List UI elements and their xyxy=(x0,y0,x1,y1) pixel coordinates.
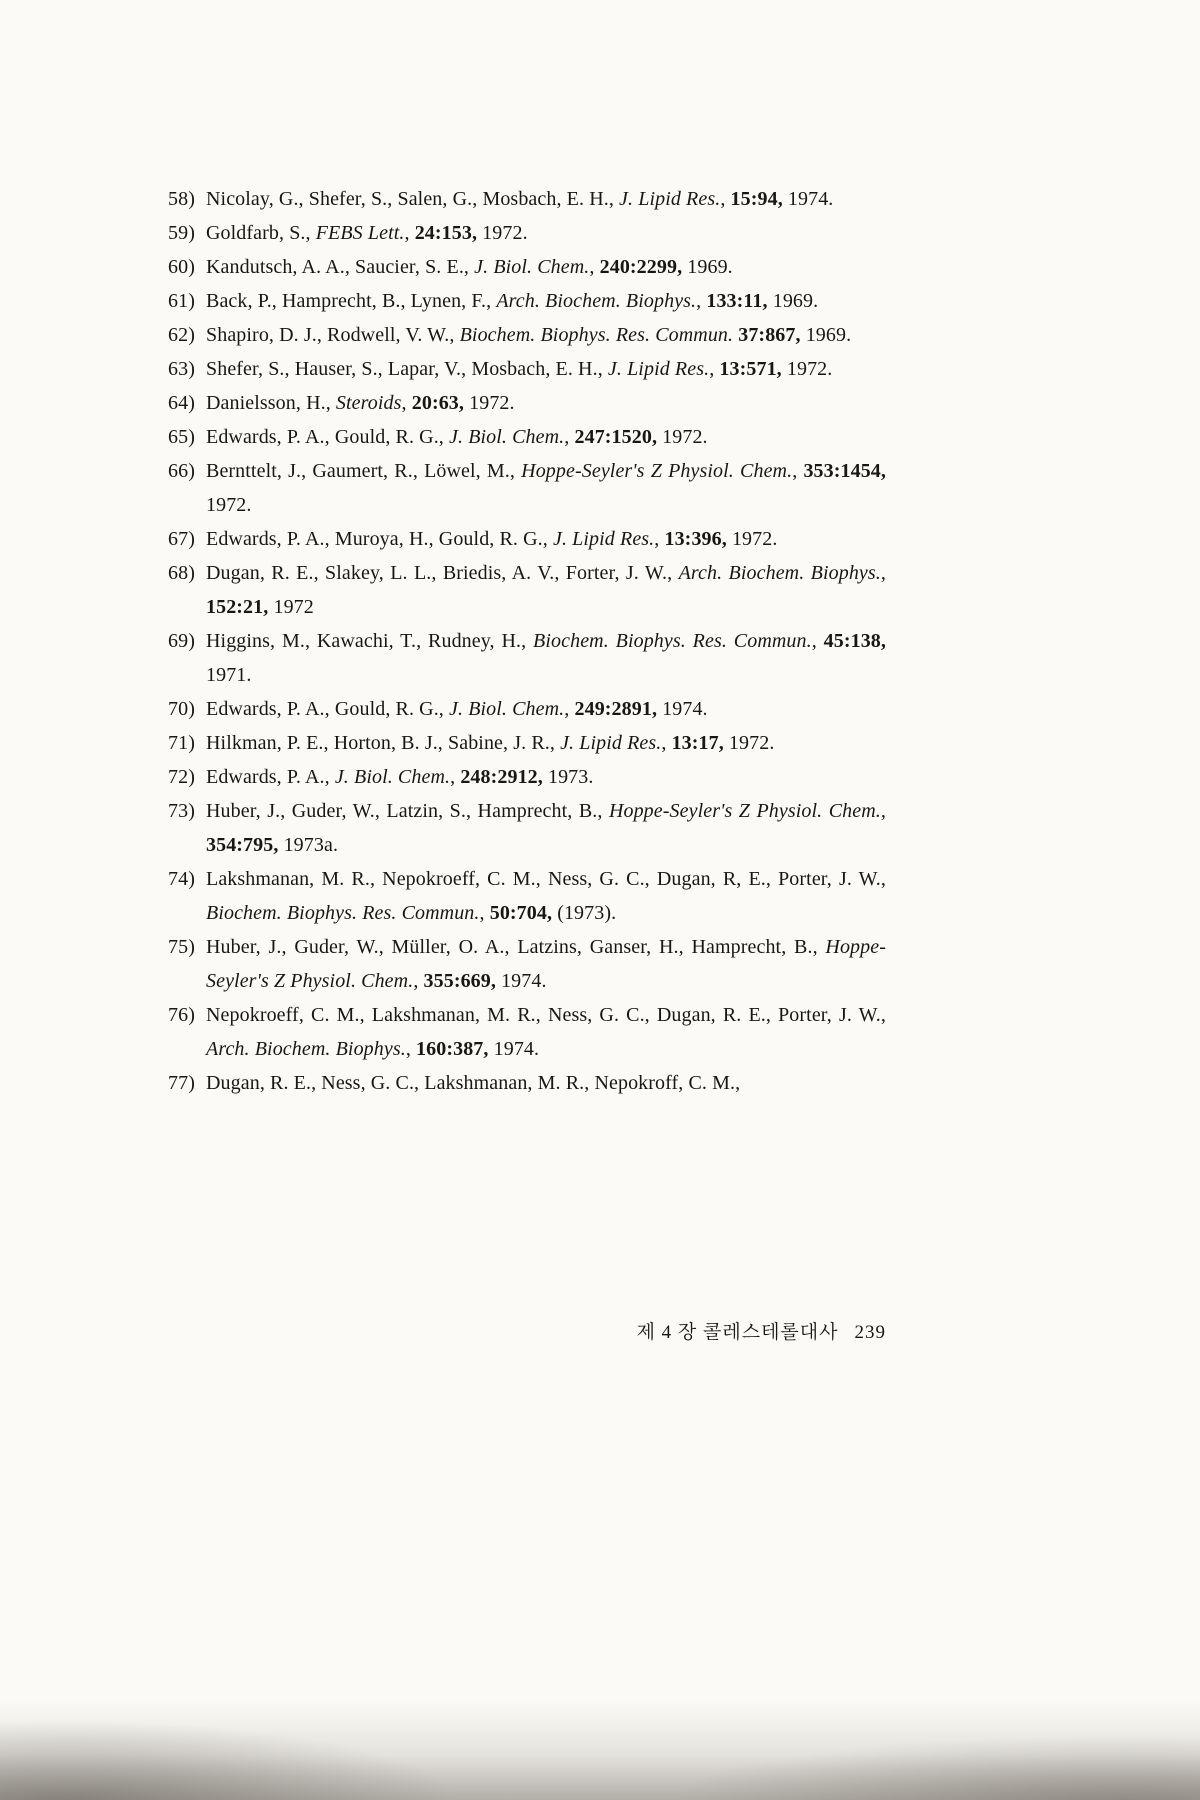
journal-name: Biochem. Biophys. Res. Commun. xyxy=(533,630,812,652)
volume-page: 249:2891, xyxy=(574,698,658,720)
page-number: 239 xyxy=(854,1322,886,1343)
reference-text: Back, P., Hamprecht, B., Lynen, F., xyxy=(206,290,497,312)
reference-text: 1971. xyxy=(206,664,252,686)
reference-text: (1973). xyxy=(552,902,617,924)
chapter-title: 제 4 장 콜레스테롤대사 xyxy=(636,1322,839,1343)
reference-text: , xyxy=(709,358,720,380)
reference-item xyxy=(168,794,886,862)
volume-page: 37:867, xyxy=(738,324,801,346)
reference-text: 1974. xyxy=(488,1038,540,1060)
reference-number: 69) xyxy=(168,630,195,652)
volume-page: 50:704, xyxy=(489,902,553,924)
reference-text: Edwards, P. A., Muroya, H., Gould, R. G., xyxy=(206,528,553,550)
reference-text: Shefer, S., Hauser, S., Lapar, V., Mosbach, E. H., xyxy=(206,358,608,380)
reference-text: Shapiro, D. J., Rodwell, V. W., xyxy=(206,324,460,346)
reference-text: Huber, J., Guder, W., Latzin, S., Hamprecht, B., xyxy=(206,800,609,822)
reference-text: 1972. xyxy=(477,222,528,244)
reference-item xyxy=(168,726,886,760)
reference-number: 60) xyxy=(168,256,195,278)
reference-item xyxy=(168,862,886,930)
reference-item xyxy=(168,624,886,692)
volume-page: 160:387, xyxy=(416,1038,489,1060)
volume-page: 45:138, xyxy=(823,630,887,652)
reference-text: Edwards, P. A., Gould, R. G., xyxy=(206,698,450,720)
reference-number: 67) xyxy=(168,528,195,550)
reference-text: , xyxy=(405,1038,417,1060)
reference-text: 1972 xyxy=(268,596,314,618)
volume-page: 152:21, xyxy=(206,596,269,618)
journal-name: Biochem. Biophys. Res. Commun. xyxy=(206,902,480,924)
reference-text: , xyxy=(720,188,731,210)
reference-number: 73) xyxy=(168,800,195,822)
reference-text: , xyxy=(811,630,824,652)
volume-page: 247:1520, xyxy=(574,426,658,448)
journal-name: Hoppe-Seyler's Z Physiol. Chem. xyxy=(608,800,881,822)
reference-text: , xyxy=(661,732,672,754)
journal-name: Arch. Biochem. Biophys. xyxy=(496,290,697,312)
reference-item xyxy=(168,216,886,250)
reference-text: , xyxy=(564,698,575,720)
reference-text: 1974. xyxy=(495,970,547,992)
journal-name: J. Lipid Res. xyxy=(607,358,710,380)
reference-number: 77) xyxy=(168,1072,195,1094)
reference-item xyxy=(168,692,886,726)
reference-text: Dugan, R. E., Ness, G. C., Lakshmanan, M. R., Nepokroff, C. M., xyxy=(206,1072,741,1094)
reference-text: 1972. xyxy=(657,426,708,448)
reference-text: 1972. xyxy=(726,528,778,550)
reference-number: 62) xyxy=(168,324,195,346)
volume-page: 15:94, xyxy=(730,188,783,210)
reference-text: Higgins, M., Kawachi, T., Rudney, H., xyxy=(206,630,534,652)
journal-name: Hoppe-Seyler's Z Physiol. Chem. xyxy=(206,936,886,992)
volume-page: 355:669, xyxy=(423,970,496,992)
journal-name: Arch. Biochem. Biophys. xyxy=(678,562,881,584)
reference-text: , xyxy=(479,902,490,924)
reference-item xyxy=(168,760,886,794)
reference-number: 58) xyxy=(168,188,195,210)
reference-number: 66) xyxy=(168,460,195,482)
reference-number: 70) xyxy=(168,698,195,720)
reference-text: , xyxy=(404,222,415,244)
journal-name: Steroids xyxy=(335,392,402,414)
reference-number: 64) xyxy=(168,392,195,414)
journal-name: Biochem. Biophys. Res. Commun. xyxy=(459,324,734,346)
reference-text: 1972. xyxy=(464,392,515,414)
reference-text: , xyxy=(880,800,886,822)
reference-number: 63) xyxy=(168,358,195,380)
reference-item xyxy=(168,284,886,318)
reference-text: , xyxy=(450,766,461,788)
reference-text: 1972. xyxy=(206,494,252,516)
volume-page: 240:2299, xyxy=(599,256,683,278)
reference-text: Nepokroeff, C. M., Lakshmanan, M. R., Ness, G. C., Dugan, R. E., Porter, J. W., xyxy=(206,1004,886,1026)
reference-number: 75) xyxy=(168,936,195,958)
reference-number: 72) xyxy=(168,766,195,788)
volume-page: 248:2912, xyxy=(460,766,543,788)
reference-number: 71) xyxy=(168,732,195,754)
reference-item xyxy=(168,250,886,284)
reference-text: , xyxy=(401,392,412,414)
reference-number: 74) xyxy=(168,868,195,890)
journal-name: Hoppe-Seyler's Z Physiol. Chem. xyxy=(521,460,793,482)
reference-text: Danielsson, H., xyxy=(206,392,336,414)
reference-text: 1972. xyxy=(723,732,775,754)
journal-name: J. Lipid Res. xyxy=(552,528,655,550)
reference-text: 1972. xyxy=(781,358,833,380)
reference-text: 1969. xyxy=(682,256,733,278)
journal-name: J. Biol. Chem. xyxy=(449,426,565,448)
reference-item xyxy=(168,556,886,624)
journal-name: J. Biol. Chem. xyxy=(334,766,451,788)
reference-text: Kandutsch, A. A., Saucier, S. E., xyxy=(206,256,475,278)
volume-page: 13:17, xyxy=(671,732,724,754)
reference-text: Hilkman, P. E., Horton, B. J., Sabine, J. R., xyxy=(206,732,561,754)
reference-item xyxy=(168,318,886,352)
reference-number: 76) xyxy=(168,1004,195,1026)
journal-name: J. Biol. Chem. xyxy=(474,256,590,278)
reference-text: Dugan, R. E., Slakey, L. L., Briedis, A. V., Forter, J. W., xyxy=(206,562,679,584)
reference-text: Bernttelt, J., Gaumert, R., Löwel, M., xyxy=(206,460,522,482)
volume-page: 133:11, xyxy=(706,290,768,312)
scan-corner-shadow-right xyxy=(680,1736,1200,1800)
journal-name: J. Biol. Chem. xyxy=(449,698,565,720)
volume-page: 13:571, xyxy=(719,358,782,380)
page-footer xyxy=(168,1320,886,1346)
volume-page: 13:396, xyxy=(664,528,727,550)
reference-item xyxy=(168,998,886,1066)
reference-text: 1973a. xyxy=(278,834,339,856)
reference-item xyxy=(168,930,886,998)
reference-text: , xyxy=(654,528,665,550)
journal-name: Arch. Biochem. Biophys. xyxy=(206,1038,406,1060)
reference-text: , xyxy=(880,562,887,584)
reference-text: , xyxy=(564,426,575,448)
reference-text: 1969. xyxy=(800,324,852,346)
reference-text: , xyxy=(696,290,707,312)
reference-list xyxy=(168,182,886,1100)
reference-text: 1973. xyxy=(542,766,594,788)
reference-text: , xyxy=(413,970,424,992)
reference-item xyxy=(168,454,886,522)
reference-text: 1974. xyxy=(782,188,834,210)
reference-text: Edwards, P. A., Gould, R. G., xyxy=(206,426,450,448)
reference-item xyxy=(168,352,886,386)
reference-item xyxy=(168,182,886,216)
volume-page: 354:795, xyxy=(206,834,279,856)
reference-number: 59) xyxy=(168,222,195,244)
reference-number: 65) xyxy=(168,426,195,448)
reference-text: , xyxy=(589,256,600,278)
reference-text: Goldfarb, S., xyxy=(206,222,316,244)
reference-item xyxy=(168,522,886,556)
journal-name: FEBS Lett. xyxy=(315,222,405,244)
reference-text: 1974. xyxy=(657,698,708,720)
reference-item xyxy=(168,1066,886,1100)
journal-name: J. Lipid Res. xyxy=(619,188,721,210)
volume-page: 20:63, xyxy=(411,392,465,414)
reference-text: Lakshmanan, M. R., Nepokroeff, C. M., Ness, G. C., Dugan, R, E., Porter, J. W., xyxy=(206,868,886,890)
scan-corner-shadow-left xyxy=(0,1720,460,1800)
reference-text: Huber, J., Guder, W., Müller, O. A., Latzins, Ganser, H., Hamprecht, B., xyxy=(206,936,826,958)
reference-text: Edwards, P. A., xyxy=(206,766,335,788)
reference-item xyxy=(168,420,886,454)
reference-text: , xyxy=(792,460,804,482)
reference-text: 1969. xyxy=(767,290,819,312)
journal-name: J. Lipid Res. xyxy=(560,732,662,754)
reference-number: 61) xyxy=(168,290,195,312)
volume-page: 353:1454, xyxy=(803,460,886,482)
reference-number: 68) xyxy=(168,562,195,584)
reference-text: Nicolay, G., Shefer, S., Salen, G., Mosbach, E. H., xyxy=(206,188,620,210)
volume-page: 24:153, xyxy=(414,222,478,244)
reference-item xyxy=(168,386,886,420)
